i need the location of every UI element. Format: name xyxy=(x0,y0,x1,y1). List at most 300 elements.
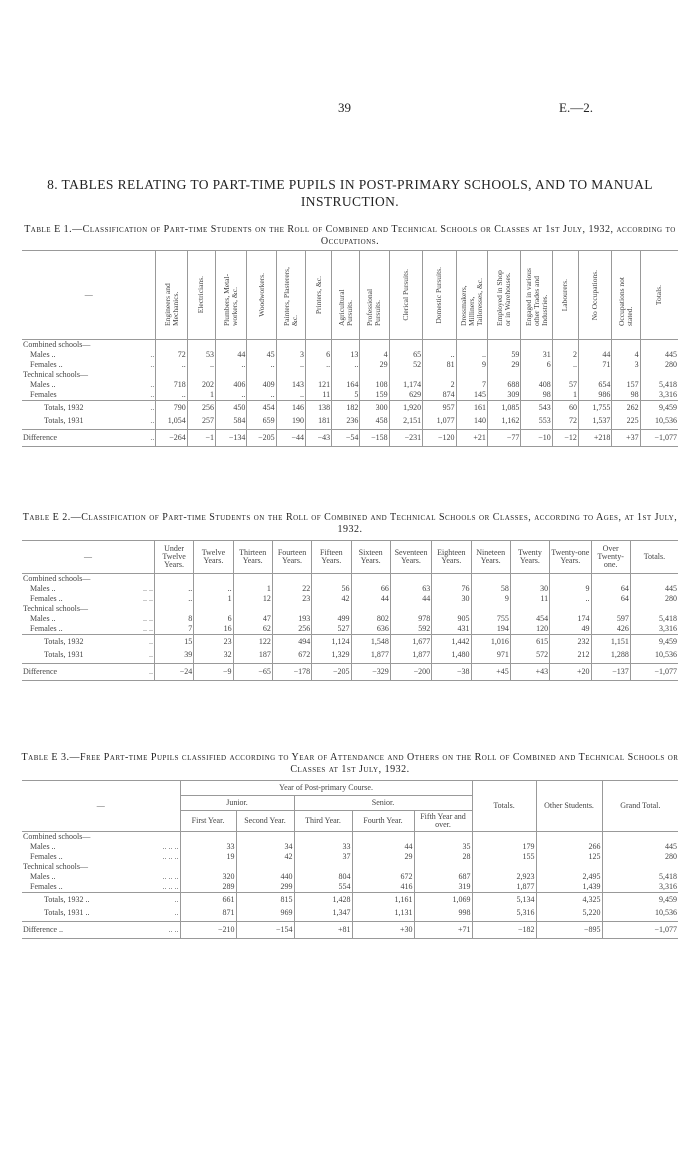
table-cell: .. xyxy=(216,360,247,370)
table-cell: −12 xyxy=(552,429,578,446)
table-cell: 53 xyxy=(187,350,215,360)
table-cell: 1 xyxy=(552,390,578,401)
table-cell: 654 xyxy=(578,380,611,390)
table-cell: 957 xyxy=(423,401,456,414)
table-cell: 2 xyxy=(423,380,456,390)
row-label-text: Totals, 1931 xyxy=(44,649,84,659)
table-cell: 3,316 xyxy=(630,624,678,635)
table-cell: 3 xyxy=(612,360,640,370)
column-header-text: Occupations not stated. xyxy=(617,277,635,326)
table-cell: 1,069 xyxy=(414,893,472,906)
table-cell: 319 xyxy=(414,882,472,893)
row-label-text: Males .. xyxy=(30,350,56,359)
table-cell: 280 xyxy=(630,594,678,604)
table-cell: .. xyxy=(550,594,591,604)
table-cell: 1,329 xyxy=(312,647,351,663)
table-cell: 592 xyxy=(390,624,431,635)
column-header-text: Totals. xyxy=(654,284,664,306)
table-cell: 309 xyxy=(487,390,520,401)
table-cell: 11 xyxy=(305,390,331,401)
table-cell: .. xyxy=(247,390,276,401)
table-cell: 804 xyxy=(294,872,352,882)
table-cell: 1 xyxy=(187,390,215,401)
table-cell: 44 xyxy=(216,350,247,360)
table-cell: 280 xyxy=(602,852,678,862)
column-header xyxy=(521,251,552,340)
table-cell: 543 xyxy=(521,401,552,414)
table-cell xyxy=(591,604,630,614)
table-cell: 672 xyxy=(352,872,414,882)
table-cell: 125 xyxy=(536,852,602,862)
table-cell: .. xyxy=(305,360,331,370)
table-cell: 584 xyxy=(216,413,247,429)
column-header xyxy=(247,251,276,340)
table-cell: 15 xyxy=(154,635,193,648)
table-cell: 29 xyxy=(487,360,520,370)
table-cell xyxy=(487,340,520,351)
row-label xyxy=(22,624,154,635)
table-cell: 13 xyxy=(332,350,360,360)
column-header-text: No Occupations. xyxy=(590,269,600,321)
table-cell: 1,439 xyxy=(536,882,602,893)
table-row xyxy=(22,614,678,624)
table-cell: 60 xyxy=(552,401,578,414)
table-cell: 1,085 xyxy=(487,401,520,414)
senior-header: Senior. xyxy=(294,796,472,811)
table-cell: 1,174 xyxy=(389,380,422,390)
table-cell xyxy=(521,340,552,351)
junior-header: Junior. xyxy=(180,796,294,811)
table-cell: 1,016 xyxy=(471,635,510,648)
table-cell: 1,151 xyxy=(591,635,630,648)
leader-dots: .. .. .. xyxy=(162,852,179,861)
row-label xyxy=(22,401,156,414)
table-cell xyxy=(630,604,678,614)
column-header: — xyxy=(22,781,180,832)
table-cell xyxy=(552,340,578,351)
table-cell xyxy=(550,574,591,585)
table-cell: 143 xyxy=(276,380,305,390)
table-cell: −1,077 xyxy=(630,663,678,680)
table-cell xyxy=(216,370,247,380)
table-cell: 45 xyxy=(247,350,276,360)
table-cell xyxy=(194,604,233,614)
table-cell: .. xyxy=(156,360,187,370)
table-cell xyxy=(630,574,678,585)
column-header xyxy=(640,251,678,340)
column-header-text: Engaged in various other Trades and Industries. xyxy=(523,268,549,326)
table-cell: −44 xyxy=(276,429,305,446)
table-cell: 33 xyxy=(294,842,352,852)
table-cell xyxy=(294,832,352,843)
table-cell: −178 xyxy=(272,663,311,680)
table-cell: 1,161 xyxy=(352,893,414,906)
table-cell: 874 xyxy=(423,390,456,401)
table-cell: 572 xyxy=(510,647,549,663)
leader-dots: .. .. xyxy=(168,924,179,934)
table-cell: 1,162 xyxy=(487,413,520,429)
row-label-text: Males .. xyxy=(30,584,56,593)
column-header: Sixteen Years. xyxy=(351,541,390,574)
table-cell: 262 xyxy=(612,401,640,414)
table-cell: 232 xyxy=(550,635,591,648)
row-label-text: Difference xyxy=(23,432,58,442)
table-cell xyxy=(216,340,247,351)
table-cell: 289 xyxy=(180,882,236,893)
table-cell xyxy=(272,574,311,585)
table-cell: 64 xyxy=(591,594,630,604)
table-cell: 6 xyxy=(305,350,331,360)
table-cell: 790 xyxy=(156,401,187,414)
row-label xyxy=(22,594,154,604)
table-cell: 815 xyxy=(236,893,294,906)
table-cell: 636 xyxy=(351,624,390,635)
table-cell: 755 xyxy=(471,614,510,624)
table-cell xyxy=(187,370,215,380)
table-cell xyxy=(591,574,630,585)
table-cell: 9 xyxy=(456,360,487,370)
table-cell: 44 xyxy=(351,594,390,604)
table-cell: −1,077 xyxy=(602,921,678,938)
table-cell: −329 xyxy=(351,663,390,680)
table-cell xyxy=(156,340,187,351)
table-cell: 57 xyxy=(552,380,578,390)
row-label xyxy=(22,842,180,852)
table-cell: 4 xyxy=(612,350,640,360)
row-label-text: Males .. xyxy=(30,872,56,881)
table-cell: 34 xyxy=(236,842,294,852)
row-label xyxy=(22,905,180,921)
table-cell xyxy=(294,862,352,872)
row-label xyxy=(22,893,180,906)
table-cell: 426 xyxy=(591,624,630,635)
row-label: Combined schools— xyxy=(23,340,91,349)
table-cell xyxy=(154,604,193,614)
table-cell: 1,124 xyxy=(312,635,351,648)
table-row xyxy=(22,574,678,585)
column-header xyxy=(389,251,422,340)
table-cell: −154 xyxy=(236,921,294,938)
row-label-text: Males .. xyxy=(30,380,56,389)
table-cell: 16 xyxy=(194,624,233,635)
table-cell: 193 xyxy=(272,614,311,624)
table-cell: 66 xyxy=(351,584,390,594)
table-row xyxy=(22,350,678,360)
table-cell: .. xyxy=(156,390,187,401)
column-header: Fourteen Years. xyxy=(272,541,311,574)
table-cell: 499 xyxy=(312,614,351,624)
leader-dots: .. .. xyxy=(142,624,153,633)
table-cell xyxy=(602,832,678,843)
leader-dots: .. xyxy=(174,907,179,917)
table-cell: .. xyxy=(247,360,276,370)
table-cell: .. xyxy=(187,360,215,370)
column-header: Fourth Year. xyxy=(352,811,414,832)
table-cell xyxy=(423,340,456,351)
column-header: Totals. xyxy=(630,541,678,574)
column-header xyxy=(156,251,187,340)
table-cell xyxy=(536,862,602,872)
table-cell xyxy=(640,370,678,380)
table-cell: 3,316 xyxy=(640,390,678,401)
table-row xyxy=(22,893,678,906)
table-cell: 44 xyxy=(390,594,431,604)
table-cell: 986 xyxy=(578,390,611,401)
column-header-text: Electricians. xyxy=(196,276,206,314)
table-cell: 416 xyxy=(352,882,414,893)
column-header xyxy=(487,251,520,340)
table-cell: 969 xyxy=(236,905,294,921)
table-cell xyxy=(423,370,456,380)
table-cell: 62 xyxy=(233,624,272,635)
table-cell: 52 xyxy=(389,360,422,370)
leader-dots: .. .. xyxy=(142,594,153,603)
table-cell: 76 xyxy=(432,584,471,594)
table-cell xyxy=(521,370,552,380)
table-cell xyxy=(360,370,389,380)
row-label-text: Females .. xyxy=(30,624,63,633)
table-cell xyxy=(471,574,510,585)
table-cell: 408 xyxy=(521,380,552,390)
table-cell xyxy=(389,340,422,351)
table-cell: −210 xyxy=(180,921,236,938)
row-label-text: Difference xyxy=(23,666,58,676)
table-cell: 157 xyxy=(612,380,640,390)
table-cell: −205 xyxy=(312,663,351,680)
table-row xyxy=(22,604,678,614)
table-cell: 12 xyxy=(233,594,272,604)
table-cell: 1,077 xyxy=(423,413,456,429)
column-header: Grand Total. xyxy=(602,781,678,832)
table-cell: 256 xyxy=(272,624,311,635)
column-header: Eighteen Years. xyxy=(432,541,471,574)
table-cell: 1,442 xyxy=(432,635,471,648)
leader-dots: .. xyxy=(148,637,153,646)
table-cell: 11 xyxy=(510,594,549,604)
table-cell: −10 xyxy=(521,429,552,446)
table-cell: 629 xyxy=(389,390,422,401)
page-number: 39 xyxy=(338,100,351,115)
table-e1 xyxy=(22,250,678,447)
table-row xyxy=(22,647,678,663)
table-cell: 1 xyxy=(194,594,233,604)
table-cell: 164 xyxy=(332,380,360,390)
column-header: Over Twenty-one. xyxy=(591,541,630,574)
table-cell xyxy=(602,862,678,872)
table-cell: 161 xyxy=(456,401,487,414)
table-cell: 6 xyxy=(521,360,552,370)
table-row xyxy=(22,340,678,351)
table-cell: 10,536 xyxy=(602,905,678,921)
table-cell: 145 xyxy=(456,390,487,401)
table-cell: +20 xyxy=(550,663,591,680)
table-row xyxy=(22,882,678,893)
table-cell xyxy=(414,832,472,843)
table-cell: 5,418 xyxy=(630,614,678,624)
table-cell: +71 xyxy=(414,921,472,938)
table-cell: +37 xyxy=(612,429,640,446)
leader-dots: .. .. xyxy=(142,584,153,593)
table-cell: 454 xyxy=(510,614,549,624)
table-cell: 7 xyxy=(154,624,193,635)
table-cell: 5,316 xyxy=(472,905,536,921)
table-cell xyxy=(578,340,611,351)
table-cell: 28 xyxy=(414,852,472,862)
table-cell: 30 xyxy=(432,594,471,604)
table-cell: 56 xyxy=(312,584,351,594)
table-cell: 44 xyxy=(352,842,414,852)
table-cell: 44 xyxy=(578,350,611,360)
table-cell: −200 xyxy=(390,663,431,680)
table-cell: 458 xyxy=(360,413,389,429)
table-cell: 3 xyxy=(276,350,305,360)
table-cell: 19 xyxy=(180,852,236,862)
table-cell xyxy=(352,862,414,872)
table-cell: 998 xyxy=(414,905,472,921)
row-label: Combined schools— xyxy=(23,574,91,583)
table-cell: 121 xyxy=(305,380,331,390)
table-cell: 30 xyxy=(510,584,549,594)
table-cell: 98 xyxy=(521,390,552,401)
table-cell: 687 xyxy=(414,872,472,882)
row-label xyxy=(22,647,154,663)
table-cell: 445 xyxy=(630,584,678,594)
column-header-text: Engineers and Mechanics. xyxy=(162,283,180,326)
column-header: Nineteen Years. xyxy=(471,541,510,574)
table-cell: 4,325 xyxy=(536,893,602,906)
table-cell: −54 xyxy=(332,429,360,446)
column-header: Seventeen Years. xyxy=(390,541,431,574)
row-label-text: Females .. xyxy=(30,882,63,891)
table-cell: 672 xyxy=(272,647,311,663)
table-cell: −38 xyxy=(432,663,471,680)
table-cell: 280 xyxy=(640,360,678,370)
table-cell xyxy=(236,862,294,872)
table-row xyxy=(22,663,678,680)
column-header: Under Twelve Years. xyxy=(154,541,193,574)
column-header: Other Students. xyxy=(536,781,602,832)
table-cell: 494 xyxy=(272,635,311,648)
table-cell xyxy=(456,370,487,380)
table-cell: 1,537 xyxy=(578,413,611,429)
table-row xyxy=(22,872,678,882)
table-cell: +43 xyxy=(510,663,549,680)
table-cell: .. xyxy=(154,594,193,604)
table-cell: 688 xyxy=(487,380,520,390)
table-cell: 299 xyxy=(236,882,294,893)
leader-dots: .. xyxy=(150,432,155,442)
table-cell: 212 xyxy=(550,647,591,663)
table-cell: 971 xyxy=(471,647,510,663)
table-cell: 23 xyxy=(272,594,311,604)
header-row xyxy=(22,251,678,340)
table-cell: 5,418 xyxy=(602,872,678,882)
table-cell: 445 xyxy=(640,350,678,360)
table-cell: 1,288 xyxy=(591,647,630,663)
table-cell: −895 xyxy=(536,921,602,938)
table-cell: 2,151 xyxy=(389,413,422,429)
table-cell: .. xyxy=(332,360,360,370)
row-label-text: Totals, 1931 xyxy=(44,415,84,425)
row-label-text: Males .. xyxy=(30,614,56,623)
table-cell: 266 xyxy=(536,842,602,852)
leader-dots: .. xyxy=(150,360,155,369)
table-cell: −77 xyxy=(487,429,520,446)
table-cell xyxy=(180,832,236,843)
table-cell: 58 xyxy=(471,584,510,594)
table-row xyxy=(22,905,678,921)
table-cell: 194 xyxy=(471,624,510,635)
table-row xyxy=(22,413,678,429)
table-e3-caption: Table E 3.—Free Part-time Pupils classified according to Year of Attendance and Others on the Roll of Combined and Technical Schools or Classes at 1st July, 1932. xyxy=(21,752,679,775)
table-cell xyxy=(332,370,360,380)
table-cell xyxy=(550,604,591,614)
column-header: Thirteen Years. xyxy=(233,541,272,574)
table-row xyxy=(22,862,678,872)
table-e1-caption: Table E 1.—Classification of Part-time Students on the Roll of Combined and Technical Schools or Classes at 1st July, 1932, according to Occupations. xyxy=(24,224,676,247)
table-cell: 187 xyxy=(233,647,272,663)
leader-dots: .. .. .. xyxy=(162,842,179,851)
column-header-text: Professional Pursuits. xyxy=(365,288,383,326)
table-cell: 146 xyxy=(276,401,305,414)
table-cell: 5,220 xyxy=(536,905,602,921)
table-row xyxy=(22,584,678,594)
row-label xyxy=(22,663,154,680)
table-cell: 39 xyxy=(154,647,193,663)
table-cell: 33 xyxy=(180,842,236,852)
row-label xyxy=(22,921,180,938)
row-label-text: Males .. xyxy=(30,842,56,851)
table-cell xyxy=(351,574,390,585)
table-cell xyxy=(305,340,331,351)
table-cell xyxy=(471,604,510,614)
table-cell xyxy=(352,832,414,843)
row-label xyxy=(22,584,154,594)
leader-dots: .. xyxy=(148,649,153,659)
column-header xyxy=(305,251,331,340)
table-cell: 450 xyxy=(216,401,247,414)
row-label xyxy=(22,390,156,401)
row-label-text: Totals, 1932 xyxy=(44,637,84,646)
document-reference: E.—2. xyxy=(559,100,593,115)
row-label-text: Females .. xyxy=(30,852,63,861)
table-cell: 1,755 xyxy=(578,401,611,414)
table-cell xyxy=(305,370,331,380)
table-cell: 138 xyxy=(305,401,331,414)
column-header-text: Domestic Pursuits. xyxy=(434,266,444,324)
table-cell: 1,877 xyxy=(390,647,431,663)
table-cell: 37 xyxy=(294,852,352,862)
leader-dots: .. xyxy=(148,666,153,676)
table-cell: 29 xyxy=(360,360,389,370)
table-cell: 1,877 xyxy=(472,882,536,893)
table-cell xyxy=(351,604,390,614)
table-cell: .. xyxy=(276,360,305,370)
table-cell: 9,459 xyxy=(630,635,678,648)
table-cell: .. xyxy=(216,390,247,401)
table-cell: 10,536 xyxy=(640,413,678,429)
column-header xyxy=(187,251,215,340)
column-header: Twelve Years. xyxy=(194,541,233,574)
column-header xyxy=(276,251,305,340)
table-cell: 300 xyxy=(360,401,389,414)
table-cell: 978 xyxy=(390,614,431,624)
row-label xyxy=(22,852,180,862)
column-header xyxy=(578,251,611,340)
table-cell: 72 xyxy=(156,350,187,360)
row-label: Technical schools— xyxy=(23,862,88,871)
table-cell xyxy=(180,862,236,872)
